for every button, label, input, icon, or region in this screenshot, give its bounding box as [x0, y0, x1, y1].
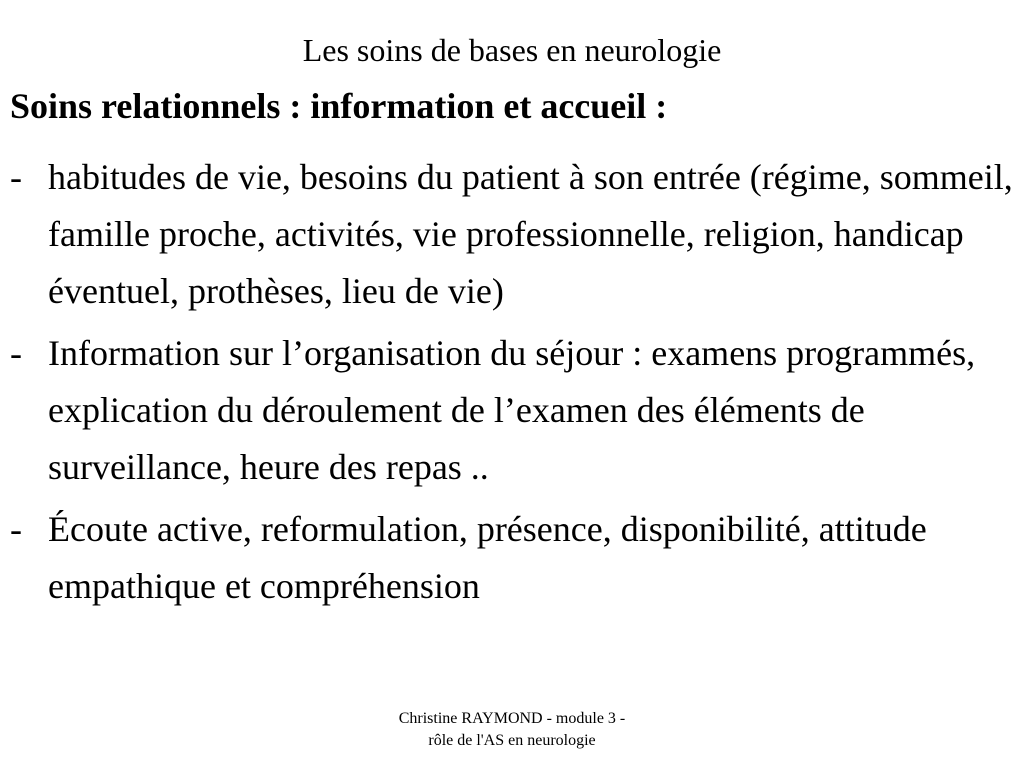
bullet-text: Information sur l’organisation du séjour : examens programmés, explication du déroulement de l’examen des éléments de surveillance, heure des repas .. — [48, 333, 976, 487]
bullet-dash: - — [10, 333, 22, 373]
bullet-item-habitudes — [10, 149, 1016, 320]
footer-author: Christine RAYMOND - module 3 - — [398, 710, 626, 727]
bullet-item-information — [10, 325, 1016, 496]
footer-course: rôle de l'AS en neurologie — [428, 732, 596, 749]
bullet-item-ecoute — [10, 501, 1016, 615]
bullet-dash: - — [10, 157, 22, 197]
bullet-text: Écoute active, reformulation, présence, disponibilité, attitude empathique et compréhension — [48, 509, 927, 606]
slide-title: Les soins de bases en neurologie — [302, 32, 722, 68]
slide-footer — [362, 708, 662, 752]
bullet-dash: - — [10, 509, 22, 549]
section-heading: Soins relationnels : information et accueil : — [10, 86, 668, 126]
bullet-list — [10, 149, 1016, 620]
bullet-text: habitudes de vie, besoins du patient à son entrée (régime, sommeil, famille proche, activités, vie professionnelle, religion, handicap éventuel, prothèses, lieu de vie) — [48, 157, 1013, 311]
